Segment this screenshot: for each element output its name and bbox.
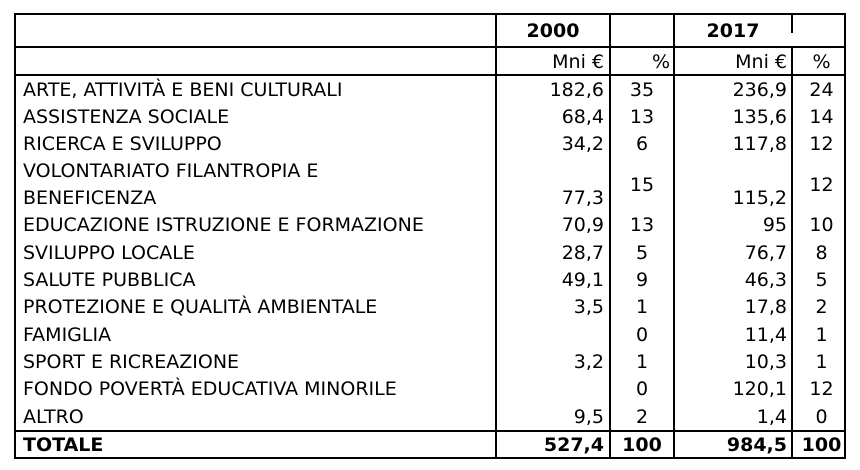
row-value-2000: 9,5 <box>573 406 604 428</box>
row-label: ARTE, ATTIVITÀ E BENI CULTURALI <box>23 79 343 101</box>
header-pct-2017: % <box>812 51 831 73</box>
row-label: PROTEZIONE E QUALITÀ AMBIENTALE <box>23 296 378 318</box>
header-year-2000: 2000 <box>526 20 580 42</box>
border-left <box>14 13 16 459</box>
row-pct-2000: 13 <box>629 214 655 236</box>
row-label: EDUCAZIONE ISTRUZIONE E FORMAZIONE <box>23 214 424 236</box>
row-pct-2017: 10 <box>809 214 834 236</box>
row-pct-2017: 5 <box>815 269 828 291</box>
divider-label-column <box>495 13 497 459</box>
rule-total <box>14 430 845 432</box>
row-value-2000: 70,9 <box>561 214 604 236</box>
row-pct-2000: 2 <box>635 406 649 428</box>
divider-2017-pct <box>791 13 793 33</box>
row-value-2017: 76,7 <box>744 242 787 264</box>
row-pct-2017: 12 <box>809 133 834 155</box>
row-label: SVILUPPO LOCALE <box>23 242 195 264</box>
border-top <box>14 13 845 15</box>
row-pct-2000: 9 <box>635 269 649 291</box>
row-pct-2017: 1 <box>815 324 828 346</box>
row-value-2017: 95 <box>762 214 787 236</box>
border-bottom <box>14 457 845 459</box>
divider-2000-pct <box>673 13 675 459</box>
row-value-2000: 3,5 <box>573 296 604 318</box>
row-pct-2000: 35 <box>629 79 655 101</box>
row-label: SPORT E RICREAZIONE <box>23 351 240 373</box>
header-unit-2017: Mni € <box>735 51 787 73</box>
row-value-2017: 236,9 <box>732 79 787 101</box>
row-value-2017: 17,8 <box>744 296 787 318</box>
row-value-2017: 120,1 <box>732 378 787 400</box>
row-value-2000: 49,1 <box>561 269 604 291</box>
row-value-2017: 46,3 <box>744 269 787 291</box>
total-value-2000: 527,4 <box>543 434 604 456</box>
row-label: ASSISTENZA SOCIALE <box>23 106 230 128</box>
rule-header-years <box>14 46 845 48</box>
row-label-line-1: VOLONTARIATO FILANTROPIA E <box>23 160 319 182</box>
row-pct-2017: 12 <box>809 174 834 196</box>
row-value-2017: 1,4 <box>756 406 787 428</box>
row-pct-2000: 1 <box>635 296 649 318</box>
row-label: RICERCA E SVILUPPO <box>23 133 222 155</box>
row-pct-2017: 8 <box>815 242 828 264</box>
total-pct-2017: 100 <box>801 434 842 456</box>
row-pct-2017: 0 <box>815 406 828 428</box>
header-year-2017: 2017 <box>706 20 760 42</box>
row-pct-2000: 15 <box>629 174 655 196</box>
row-value-2017: 11,4 <box>744 324 787 346</box>
row-pct-2017: 24 <box>809 79 834 101</box>
row-value-2017: 115,2 <box>732 187 787 209</box>
row-pct-2017: 14 <box>809 106 834 128</box>
row-label: FONDO POVERTÀ EDUCATIVA MINORILE <box>23 378 397 400</box>
row-pct-2000: 0 <box>635 324 649 346</box>
row-pct-2017: 1 <box>815 351 828 373</box>
row-value-2017: 117,8 <box>732 133 787 155</box>
row-label: FAMIGLIA <box>23 324 112 346</box>
row-label: SALUTE PUBBLICA <box>23 269 196 291</box>
row-pct-2000: 5 <box>635 242 649 264</box>
row-value-2000: 34,2 <box>561 133 604 155</box>
row-value-2000: 68,4 <box>561 106 604 128</box>
row-pct-2000: 13 <box>629 106 655 128</box>
row-label-line-2: BENEFICENZA <box>23 187 157 209</box>
row-pct-2000: 0 <box>635 378 649 400</box>
row-pct-2000: 1 <box>635 351 649 373</box>
total-value-2017: 984,5 <box>726 434 787 456</box>
row-pct-2017: 12 <box>809 378 834 400</box>
divider-2000-mni <box>609 13 611 459</box>
row-value-2017: 135,6 <box>732 106 787 128</box>
row-value-2000: 182,6 <box>549 79 604 101</box>
total-pct-2000: 100 <box>622 434 662 456</box>
row-value-2017: 10,3 <box>744 351 787 373</box>
row-pct-2017: 2 <box>815 296 828 318</box>
row-pct-2000: 6 <box>635 133 649 155</box>
row-value-2000: 28,7 <box>561 242 604 264</box>
header-unit-2000: Mni € <box>552 51 604 73</box>
rule-header-units <box>14 74 845 76</box>
row-value-2000: 3,2 <box>573 351 604 373</box>
row-label: ALTRO <box>23 406 84 428</box>
row-value-2000: 77,3 <box>561 187 604 209</box>
total-label: TOTALE <box>23 434 104 456</box>
header-pct-2000: % <box>651 51 670 73</box>
